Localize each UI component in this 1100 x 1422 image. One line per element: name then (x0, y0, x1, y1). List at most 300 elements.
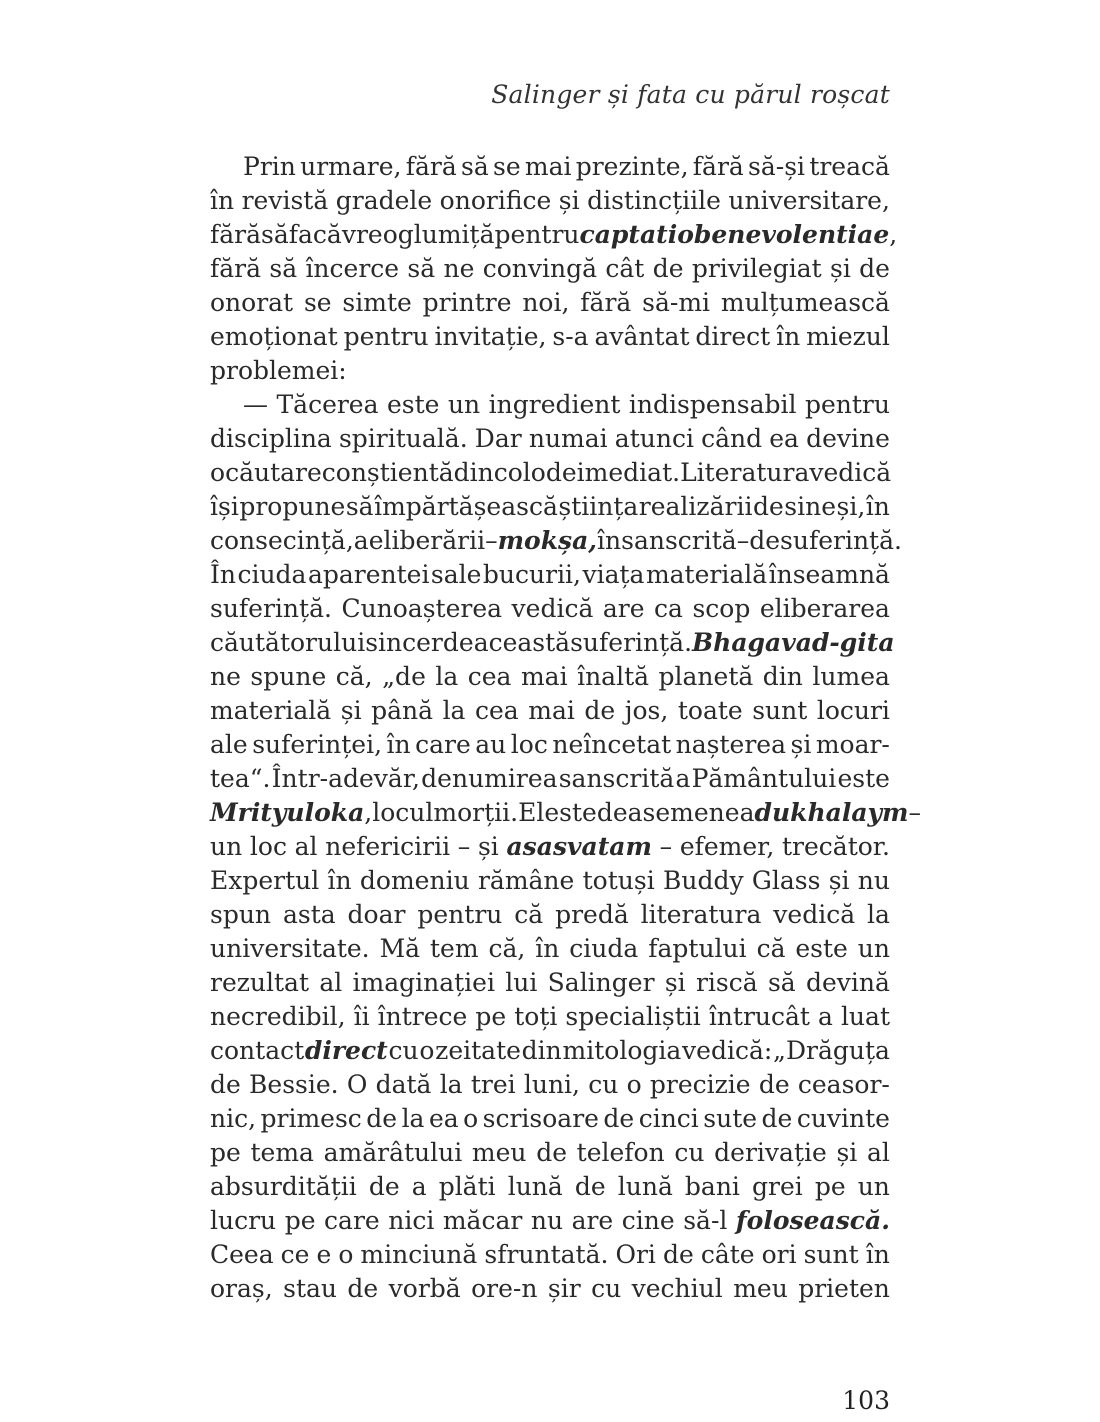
word: cu (674, 1138, 705, 1167)
word: mai (520, 662, 568, 691)
word: Tăcerea (276, 390, 379, 419)
word: pe (284, 1206, 316, 1235)
text-line (210, 320, 890, 354)
word: din (762, 662, 803, 691)
word: ciuda (237, 560, 307, 589)
word: invitație, (434, 322, 547, 351)
word: și (828, 866, 850, 895)
word: lui (505, 968, 538, 997)
word: nu (857, 866, 890, 895)
word: meu (733, 1274, 788, 1303)
word: de (368, 1172, 400, 1201)
word: Salinger (547, 968, 655, 997)
word: suferință. (210, 594, 332, 623)
word: să (269, 254, 298, 283)
word: s-a (552, 322, 589, 351)
word: cine (621, 1206, 675, 1235)
word: în (386, 730, 411, 759)
word: pentru (417, 900, 503, 929)
word: de (536, 1138, 567, 1167)
word: până (371, 696, 434, 725)
word: sunt (803, 1240, 859, 1269)
word: scrisoare (482, 1104, 599, 1133)
word: „Drăguța (773, 1036, 890, 1065)
word: telefon (576, 1138, 665, 1167)
word: și (340, 696, 362, 725)
text-line (210, 490, 890, 524)
word: la (867, 900, 890, 929)
word: de (574, 1172, 606, 1201)
text-line (210, 932, 890, 966)
word: avântat (594, 322, 690, 351)
word: – (736, 526, 750, 555)
word: asemenea (627, 798, 755, 827)
word: spun (210, 900, 272, 929)
word: eliberării (368, 526, 486, 555)
italic-term: dukhalaym (754, 798, 909, 827)
word: sanscrită (621, 526, 737, 555)
word: sunt (752, 696, 808, 725)
word: prezinte, (575, 152, 689, 181)
word: faptului (648, 934, 747, 963)
text-line (210, 1136, 890, 1170)
word: lucru (210, 1206, 277, 1235)
word: numai (528, 424, 608, 453)
word: căutare (225, 458, 322, 487)
word: precizie (649, 1070, 751, 1099)
word: vedică (511, 594, 594, 623)
word: scop (692, 594, 751, 623)
text-line (210, 1102, 890, 1136)
word: împărtășească (374, 492, 558, 521)
text-line (210, 1068, 890, 1102)
word: riscă (695, 968, 758, 997)
word: În (210, 560, 236, 589)
word: meu (471, 1138, 527, 1167)
word: materială (210, 696, 332, 725)
word: toți (514, 1002, 558, 1031)
italic-term: Mrityuloka (210, 798, 365, 827)
word: direct (695, 322, 771, 351)
word: o (210, 458, 226, 487)
word: o (338, 1240, 354, 1269)
word (736, 1204, 890, 1238)
italic-term: direct (304, 1036, 388, 1065)
text-line (210, 422, 890, 456)
word: că (514, 900, 544, 929)
text-line (210, 1238, 890, 1272)
word: cea (475, 696, 519, 725)
word: în (865, 1240, 890, 1269)
text-line (210, 830, 890, 864)
word (305, 1034, 388, 1068)
text-line (210, 1204, 890, 1238)
word: ori (761, 1240, 797, 1269)
word: realizării (638, 492, 753, 521)
word: facă (288, 220, 342, 249)
word: atunci (614, 424, 694, 453)
word: în (597, 526, 622, 555)
word: pe (210, 1138, 241, 1167)
word: minciună (360, 1240, 478, 1269)
word: domeniu (359, 866, 470, 895)
word: rămâne (477, 866, 575, 895)
word: cu (588, 1070, 619, 1099)
word: vorbă (388, 1274, 461, 1303)
word: de (596, 798, 628, 827)
word: rezultat (210, 968, 310, 997)
word: este (544, 798, 597, 827)
text-line (210, 694, 890, 728)
word: care (324, 1206, 380, 1235)
word: Pământului (691, 764, 837, 793)
word: de (366, 1104, 398, 1133)
word: amărâtului (323, 1138, 463, 1167)
word: trei (470, 1070, 516, 1099)
word: ea (428, 1104, 459, 1133)
word: ciuda (569, 934, 639, 963)
word: predă (555, 900, 629, 929)
word: de (749, 526, 781, 555)
word: convingă (482, 254, 598, 283)
word: – (659, 832, 673, 861)
word: necredibil, (210, 1002, 346, 1031)
word: sanscrită (558, 764, 675, 793)
word: de (442, 628, 474, 657)
word: a (411, 1172, 427, 1201)
word: morții. (433, 798, 519, 827)
word: glumiță (397, 220, 495, 249)
word: are (571, 1206, 614, 1235)
word: tea“. (210, 764, 271, 793)
word: un (857, 934, 890, 963)
word: de (758, 1070, 790, 1099)
word: pentru (494, 220, 580, 249)
italic-term: benevolentiae (693, 220, 890, 249)
word: întrece (377, 1002, 468, 1031)
word: Prin (243, 152, 296, 181)
word: de (761, 1104, 793, 1133)
word: conștientă (321, 458, 454, 487)
word: primesc (260, 1104, 362, 1133)
word: sincer (365, 628, 443, 657)
word: are (602, 594, 645, 623)
word: trecător. (782, 832, 890, 861)
word: eliberarea (759, 594, 890, 623)
word: dincolo (453, 458, 546, 487)
word: fără (692, 152, 744, 181)
word: mulțumească (720, 288, 890, 317)
word: asta (282, 900, 336, 929)
word: moar- (815, 730, 890, 759)
word: pe (814, 1172, 846, 1201)
word: nici (388, 1206, 435, 1235)
word: al (294, 832, 318, 861)
word: ne (210, 662, 241, 691)
word: privilegiat (691, 254, 822, 283)
word: de (662, 1240, 694, 1269)
word: al (866, 1138, 890, 1167)
word: se (492, 152, 521, 181)
word: cât (605, 254, 645, 283)
word: vreo (341, 220, 398, 249)
word: prieten (798, 1274, 890, 1303)
word: mai (524, 152, 572, 181)
word: și (664, 968, 686, 997)
word: devine (806, 424, 890, 453)
text-line (210, 728, 890, 762)
page-number: 103 (842, 1386, 890, 1415)
word: consecință, (210, 526, 354, 555)
word: printre (422, 288, 512, 317)
word: ale (210, 730, 248, 759)
word: efemer, (679, 832, 775, 861)
word: disciplina (210, 424, 332, 453)
word: și (836, 1138, 858, 1167)
word: că, (335, 662, 373, 691)
word: imaginației (352, 968, 495, 997)
word: vechiul (631, 1274, 723, 1303)
word: ingredient (488, 390, 621, 419)
word: este (795, 934, 848, 963)
word: denumirea (421, 764, 558, 793)
word: câte (700, 1240, 755, 1269)
word: Buddy (662, 866, 744, 895)
word: lună (507, 1172, 563, 1201)
word: literatura (640, 900, 762, 929)
word: Mă (379, 934, 421, 963)
word: – (485, 526, 498, 555)
word: Ori (615, 1240, 656, 1269)
word: revistă (241, 186, 329, 215)
word: spune (250, 662, 327, 691)
word: cu (591, 1274, 622, 1303)
word: a (675, 764, 691, 793)
word: aparentei (307, 560, 430, 589)
word: suferință. (570, 628, 693, 657)
word: treacă (809, 152, 890, 181)
word: și (477, 832, 499, 861)
word: că (756, 934, 786, 963)
word: ceasor- (797, 1070, 890, 1099)
word: și (558, 186, 580, 215)
word: se (303, 288, 332, 317)
word: plăti (438, 1172, 496, 1201)
word: — (243, 390, 268, 419)
word: de (652, 254, 684, 283)
text-line (210, 388, 890, 422)
word: loc (510, 730, 548, 759)
text-line (210, 898, 890, 932)
text-line (210, 626, 895, 660)
word: derivație (714, 1138, 827, 1167)
word: sine (784, 492, 836, 521)
word: cea (467, 662, 512, 691)
word: de (584, 696, 616, 725)
word: simte (342, 288, 412, 317)
running-head: Salinger și fata cu părul roșcat (491, 80, 890, 109)
word: să-mi (642, 288, 711, 317)
word: șir (547, 1274, 581, 1303)
word: totuși (582, 866, 655, 895)
word: zeitate (435, 1036, 521, 1065)
word: emoționat (210, 322, 338, 351)
word: să (407, 254, 436, 283)
word: noi, (522, 288, 570, 317)
word: în (535, 934, 560, 963)
text-line (210, 252, 890, 286)
word: nic, (210, 1104, 257, 1133)
word: să-l (683, 1206, 728, 1235)
word: imediat. (576, 458, 681, 487)
word: mai (528, 696, 575, 725)
word: O (346, 1070, 368, 1099)
text-line (210, 966, 890, 1000)
word: viața (582, 560, 645, 589)
word: universitare, (728, 186, 890, 215)
word: a (818, 1002, 833, 1031)
word: Expertul (210, 866, 320, 895)
word: spirituală. (338, 424, 468, 453)
word: sfruntată. (484, 1240, 609, 1269)
word: locul (372, 798, 434, 827)
word: bani (684, 1172, 740, 1201)
word: este (387, 390, 440, 419)
word: de (210, 1070, 241, 1099)
word: suferință. (780, 526, 902, 555)
word: lună (617, 1172, 673, 1201)
word: pentru (804, 390, 890, 419)
word: oraș, (210, 1274, 273, 1303)
italic-term: captatio (579, 220, 694, 249)
text-line (210, 1170, 890, 1204)
word: de (347, 1274, 379, 1303)
text-line (210, 1272, 890, 1306)
word: un (210, 832, 243, 861)
word: să (261, 220, 289, 249)
italic-term: asasvatam (506, 832, 652, 861)
word: pentru (343, 322, 429, 351)
word: căutătorului (210, 628, 366, 657)
word: e (316, 1240, 332, 1269)
word: Literatura (680, 458, 810, 487)
word: nașterea (675, 730, 786, 759)
word: neîncetat (552, 730, 672, 759)
text-line (210, 184, 890, 218)
word: și (790, 730, 812, 759)
word: El (518, 798, 545, 827)
word: din (521, 1036, 562, 1065)
word: cinci (638, 1104, 699, 1133)
word: tem (430, 934, 479, 963)
text-line (210, 1000, 890, 1034)
text-line (210, 524, 902, 558)
word: absurdității (210, 1172, 357, 1201)
word: Într-adevăr, (271, 764, 420, 793)
word: îi (353, 1002, 370, 1031)
word: propune (239, 492, 346, 521)
word: un (857, 1172, 890, 1201)
word: urmare, (300, 152, 402, 181)
word: a (353, 526, 369, 555)
text-line (210, 660, 890, 694)
word: Ceea (210, 1240, 274, 1269)
word: grei (752, 1172, 803, 1201)
word: contact (210, 1036, 305, 1065)
word: pe (475, 1002, 507, 1031)
word: distincțiile (587, 186, 721, 215)
word: la (439, 1070, 463, 1099)
text-line (210, 864, 890, 898)
word: când (701, 424, 763, 453)
word: toate (677, 696, 743, 725)
word: universitate. (210, 934, 370, 963)
word: suferinței, (252, 730, 383, 759)
word: această (473, 628, 571, 657)
word: măcar (442, 1206, 523, 1235)
word: de (859, 254, 890, 283)
word: vedică: (682, 1036, 773, 1065)
word: mitologia (562, 1036, 682, 1065)
word: o (419, 1036, 435, 1065)
word: care (415, 730, 471, 759)
word: să (345, 492, 374, 521)
word: la (442, 696, 466, 725)
word: fără (580, 288, 632, 317)
word: gradele (335, 186, 433, 215)
italic-term: mokșa, (497, 526, 598, 555)
word: întrucât (708, 1002, 810, 1031)
word: înaltă (577, 662, 650, 691)
italic-term: Bhagavad-gita (692, 628, 895, 657)
italic-term: folosească. (735, 1206, 890, 1235)
word: al (319, 968, 343, 997)
word: și, (836, 492, 866, 521)
word: să-și (748, 152, 806, 181)
word: planetă (658, 662, 754, 691)
text-line (210, 558, 890, 592)
text-line (210, 762, 890, 796)
word: și (830, 254, 851, 283)
word: stau (283, 1274, 337, 1303)
word: că, (488, 934, 526, 963)
word: lumea (812, 662, 890, 691)
word: o (463, 1104, 479, 1133)
word: materială (645, 560, 768, 589)
word: de (545, 458, 577, 487)
word: nefericirii (325, 832, 451, 861)
word: doar (347, 900, 406, 929)
word: o (626, 1070, 642, 1099)
word: dată (375, 1070, 432, 1099)
word: Bessie. (249, 1070, 339, 1099)
word: în (865, 492, 890, 521)
word: fără (210, 220, 262, 249)
word: locuri (816, 696, 890, 725)
word: devină (805, 968, 890, 997)
word: Mrityuloka, (210, 798, 373, 827)
word: onorat (210, 288, 294, 317)
word: sute (703, 1104, 758, 1133)
body-text (210, 150, 922, 1306)
word: sale (430, 560, 482, 589)
word: în (776, 322, 801, 351)
word: nu (530, 1206, 564, 1235)
word: ea (769, 424, 799, 453)
word: ca (654, 594, 683, 623)
word: „de (382, 662, 426, 691)
word: înseamnă (768, 560, 890, 589)
